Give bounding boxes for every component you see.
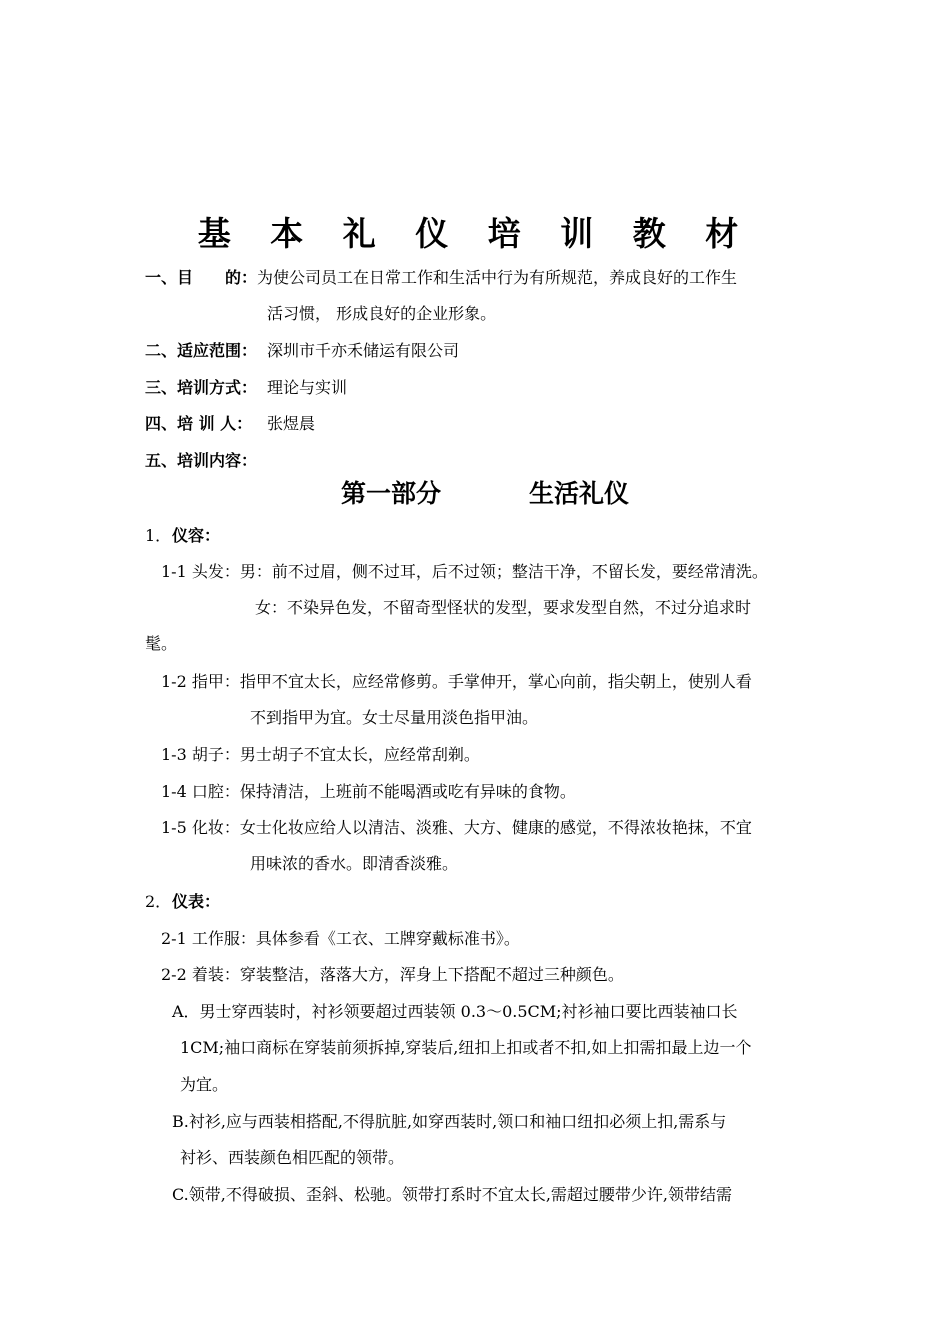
makeup-paragraph-cont: 用味浓的香水。即清香淡雅。 (250, 854, 459, 873)
section-2-number: 2． (145, 892, 172, 911)
dress-paragraph: 2-2 着装：穿装整洁，落落大方，浑身上下搭配不超过三种颜色。 (161, 965, 624, 984)
item-scope-text: 深圳市千亦禾储运有限公司 (267, 341, 460, 360)
uniform-paragraph: 2-1 工作服：具体参看《工衣、工牌穿戴标准书》。 (161, 929, 520, 948)
section-1-number: 1． (145, 526, 172, 545)
section-1-heading: 仪容： (172, 526, 221, 545)
dress-item-b: B.衬衫,应与西装相搭配,不得肮脏,如穿西装时,领口和袖口纽扣必须上扣,需系与 (172, 1112, 727, 1131)
mouth-paragraph: 1-4 口腔：保持清洁，上班前不能喝酒或吃有异味的食物。 (161, 782, 576, 801)
item-method-text: 理论与实训 (267, 378, 348, 397)
section-2-heading: 仪表： (172, 892, 221, 911)
dress-item-a: A．男士穿西装时，衬衫领要超过西装领 0.3～0.5CM;衬衫袖口要比西装袖口长 (172, 1002, 738, 1021)
item-trainer-text: 张煜晨 (267, 414, 316, 433)
item-purpose-text: 为使公司员工在日常工作和生活中行为有所规范，养成良好的工作生 (257, 268, 738, 287)
part-title-number: 第一部分 (341, 479, 442, 508)
item-purpose-label: 一、目 的： (145, 268, 258, 287)
item-purpose-text-cont: 活习惯， 形成良好的企业形象。 (267, 304, 497, 323)
hair-paragraph: 1-1 头发：男：前不过眉，侧不过耳，后不过领；整洁干净，不留长发，要经常清洗。 (161, 562, 768, 581)
beard-paragraph: 1-3 胡子：男士胡子不宜太长，应经常刮剃。 (161, 745, 480, 764)
hair-female-paragraph: 女：不染异色发，不留奇型怪状的发型，要求发型自然，不过分追求时 (255, 598, 752, 617)
item-scope-label: 二、适应范围： (145, 341, 258, 360)
dress-item-c: C.领带,不得破损、歪斜、松驰。领带打系时不宜太长,需超过腰带少许,领带结需 (172, 1185, 733, 1204)
nails-paragraph: 1-2 指甲：指甲不宜太长，应经常修剪。手掌伸开，掌心向前，指尖朝上，使别人看 (161, 672, 752, 691)
hair-female-paragraph-cont: 髦。 (145, 634, 178, 653)
makeup-paragraph: 1-5 化妆：女士化妆应给人以清洁、淡雅、大方、健康的感觉，不得浓妆艳抹，不宜 (161, 818, 752, 837)
dress-item-a-cont: 1CM;袖口商标在穿装前须拆掉,穿装后,纽扣上扣或者不扣,如上扣需扣最上边一个 (180, 1038, 752, 1057)
dress-item-b-cont: 衬衫、西装颜色相匹配的领带。 (180, 1148, 405, 1167)
item-content-label: 五、培训内容： (145, 451, 258, 470)
item-method-label: 三、培训方式： (145, 378, 258, 397)
dress-item-a-cont2: 为宜。 (180, 1075, 229, 1094)
document-title: 基 本 礼 仪 培 训 教 材 (197, 214, 753, 253)
item-trainer-label: 四、培 训 人： (145, 414, 253, 433)
nails-paragraph-cont: 不到指甲为宜。女士尽量用淡色指甲油。 (250, 708, 539, 727)
part-title-name: 生活礼仪 (529, 479, 630, 508)
